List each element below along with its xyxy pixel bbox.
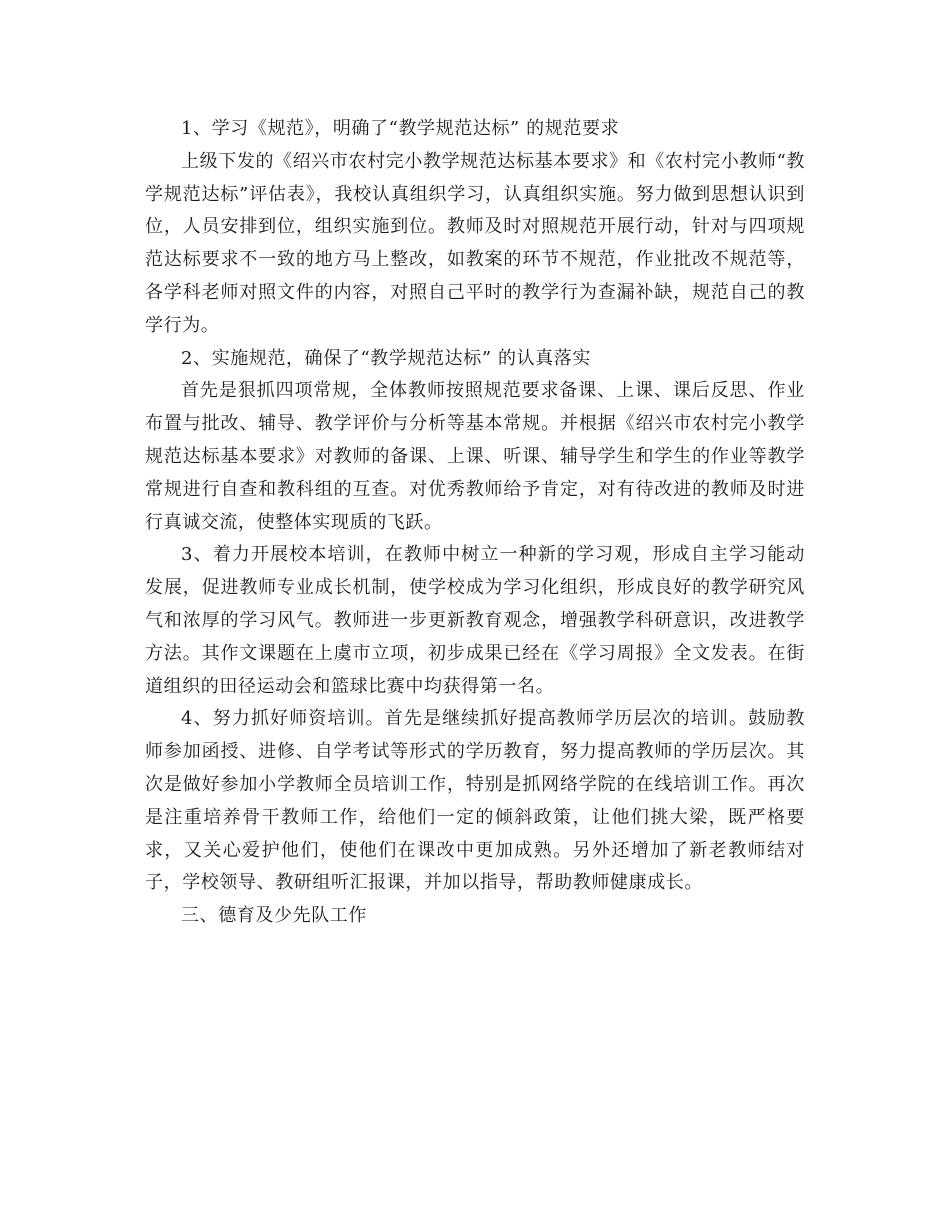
document-page xyxy=(145,113,805,933)
section-1-heading: 1、学习《规范》，明确了“教学规范达标” 的规范要求 xyxy=(181,118,620,139)
section-4-body: 4、努力抓好师资培训。首先是继续抓好提高教师学历层次的培训。鼓励教师参加函授、进修、自学考试等形式的学历教育，努力提高教师的学历层次。其次是做好参加小学教师全员培训工作，特别是抓网络学院的在线培训工作。再次是注重培养骨干教师工作，给他们一定的倾斜政策，让他们挑大梁，既严格要求，又关心爱护他们，使他们在课改中更加成熟。另外还增加了新老教师结对子，学校领导、教研组听汇报课，并加以指导，帮助教师健康成长。 xyxy=(145,708,805,894)
section-2-heading: 2、实施规范，确保了“教学规范达标” 的认真落实 xyxy=(181,347,591,369)
section-1-body: 上级下发的《绍兴市农村完小教学规范达标基本要求》和《农村完小教师“教学规范达标”评估表》，我校认真组织学习，认真组织实施。努力做到思想认识到位，人员安排到位，组织实施到位。教师及时对照规范开展行动，针对与四项规范达标要求不一致的地方马上整改，如教案的环节不规范，作业批改不规范等，各学科老师对照文件的内容，对照自己平时的教学行为查漏补缺，规范自己的教学行为。 xyxy=(145,150,805,336)
section-2-body: 首先是狠抓四项常规，全体教师按照规范要求备课、上课、课后反思、作业布置与批改、辅导、教学评价与分析等基本常规。并根据《绍兴市农村完小教学规范达标基本要求》对教师的备课、上课、听课、辅导学生和学生的作业等教学常规进行自查和教科组的互查。对优秀教师给予肯定，对有待改进的教师及时进行真诚交流，使整体实现质的飞跃。 xyxy=(145,380,805,533)
closing-heading: 三、德育及少先队工作 xyxy=(181,905,367,927)
section-3-body: 3、着力开展校本培训，在教师中树立一种新的学习观，形成自主学习能动发展，促进教师专业成长机制，使学校成为学习化组织，形成良好的教学研究风气和浓厚的学习风气。教师进一步更新教育观念，增强教学科研意识，改进教学方法。其作文课题在上虞市立项，初步成果已经在《学习周报》全文发表。在街道组织的田径运动会和篮球比赛中均获得第一名。 xyxy=(145,544,805,697)
